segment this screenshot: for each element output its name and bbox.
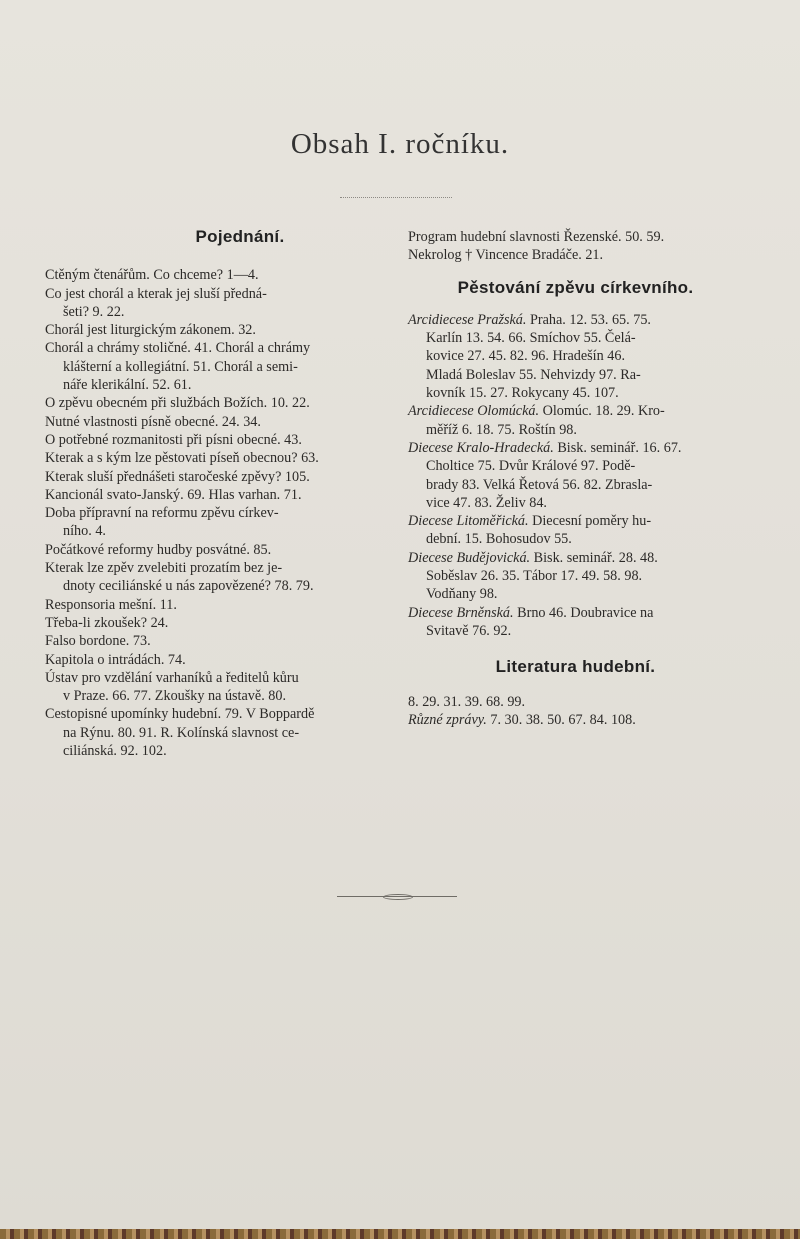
toc-entry-text: Kterak sluší přednášeti staročeské zpěvy? 105. (45, 468, 310, 485)
toc-entry (45, 339, 385, 376)
toc-entry (45, 376, 385, 394)
misc-label: Různé zprávy. (408, 711, 487, 728)
diocese-continuation: Karlín 13. 54. 66. Smíchov 55. Čelá- (426, 330, 636, 347)
diocese-name: Arcidiecese Olomúcká. (408, 403, 540, 420)
title-ornament (340, 197, 452, 200)
diocese-entry (408, 439, 743, 512)
right-top-line-2: Nekrolog † Vincence Bradáče. 21. (408, 247, 604, 264)
diocese-continuation: Svitavě 76. 92. (426, 622, 512, 639)
toc-entry-text: O zpěvu obecném při službách Božích. 10. 22. (45, 395, 310, 412)
diocese-name: Arcidiecese Pražská. (408, 311, 527, 328)
left-column (45, 228, 385, 760)
diocese-entry (408, 512, 743, 549)
toc-entry-text: Responsoria mešní. 11. (45, 596, 177, 613)
diocese-entry (408, 549, 743, 604)
literature-line: 8. 29. 31. 39. 68. 99. (408, 693, 526, 710)
toc-entry (45, 632, 385, 650)
toc-entry (45, 705, 385, 742)
toc-entry-text: Kterak lze zpěv zvelebiti prozatím bez je- (45, 560, 283, 577)
left-entries (45, 266, 385, 760)
diocese-continuation: brady 83. Velká Řetová 56. 82. Zbrasla- (426, 476, 653, 493)
toc-entry-continuation: klášterní a kollegiátní. 51. Chorál a semi- (63, 358, 298, 375)
section-heading-literatura: Literatura hudební. (495, 657, 656, 677)
diocese-continuation: kovice 27. 45. 82. 96. Hradešín 46. (426, 348, 625, 365)
diocese-pages: Diecesní poměry hu- (532, 513, 652, 530)
diocese-continuation: vice 47. 83. Želiv 84. (426, 494, 547, 511)
diocese-pages: Olomúc. 18. 29. Kro- (542, 403, 665, 420)
toc-entry (45, 614, 385, 632)
toc-entry-continuation: náře klerikální. 52. 61. (63, 377, 192, 394)
dioceses-list (408, 311, 743, 640)
toc-entry-text: Chorál jest liturgickým zákonem. 32. (45, 322, 256, 339)
diocese-continuation: dební. 15. Bohosudov 55. (426, 531, 572, 548)
diocese-continuation: Soběslav 26. 35. Tábor 17. 49. 58. 98. (426, 568, 643, 585)
toc-entry (45, 431, 385, 449)
toc-entry-text: Počátkové reformy hudby posvátné. 85. (45, 541, 272, 558)
diocese-name: Diecese Brněnská. (408, 604, 514, 621)
toc-entry-continuation: šeti? 9. 22. (63, 303, 125, 320)
diocese-entry (408, 604, 743, 641)
toc-entry-text: Třeba-li zkoušek? 24. (45, 614, 169, 631)
binding-strip (0, 1229, 800, 1239)
toc-entry-text: Cestopisné upomínky hudební. 79. V Boppardě (45, 706, 315, 723)
diocese-continuation: Mladá Boleslav 55. Nehvizdy 97. Ra- (426, 366, 641, 383)
toc-entry (45, 266, 385, 284)
toc-entry (45, 596, 385, 614)
toc-entry-text: Nutné vlastnosti písně obecné. 24. 34. (45, 413, 261, 430)
toc-entry-text: Kancionál svato-Janský. 69. Hlas varhan. 71. (45, 486, 302, 503)
diocese-pages: Praha. 12. 53. 65. 75. (530, 311, 651, 328)
toc-entry-continuation: v Praze. 66. 77. Zkoušky na ústavě. 80. (63, 688, 287, 705)
diocese-pages: Brno 46. Doubravice na (517, 604, 654, 621)
diocese-continuation: kovník 15. 27. Rokycany 45. 107. (426, 385, 619, 402)
toc-entry (45, 541, 385, 559)
toc-entry (45, 394, 385, 412)
misc-pages: 7. 30. 38. 50. 67. 84. 108. (490, 711, 636, 728)
diocese-name: Diecese Kralo-Hradecká. (408, 439, 554, 456)
diocese-pages: Bisk. seminář. 16. 67. (557, 439, 682, 456)
diocese-entry (408, 311, 743, 402)
misc-line (408, 711, 743, 729)
toc-entry-text: Falso bordone. 73. (45, 633, 151, 650)
toc-entry (45, 486, 385, 504)
section-heading-pestovani: Pěstování zpěvu církevního. (457, 277, 694, 297)
toc-entry-text: Co jest chorál a kterak jej sluší předná- (45, 285, 267, 302)
toc-entry (45, 449, 385, 467)
toc-entry-text: Kapitola o intrádách. 74. (45, 651, 186, 668)
toc-entry-continuation: ciliánská. 92. 102. (63, 743, 167, 760)
diocese-continuation: měříž 6. 18. 75. Roštín 98. (426, 421, 577, 438)
toc-entry-text: Ústav pro vzdělání varhaníků a ředitelů kůru (45, 669, 299, 686)
toc-entry-text: O potřebné rozmanitosti při písni obecné. 43. (45, 431, 302, 448)
toc-entry-text: Chorál a chrámy stoličné. 41. Chorál a chrámy (45, 340, 311, 357)
page-title: Obsah I. ročníku. (290, 128, 510, 160)
toc-entry (45, 321, 385, 339)
toc-entry-text: Kterak a s kým lze pěstovati píseň obecnou? 63. (45, 450, 319, 467)
toc-entry-continuation: ního. 4. (63, 523, 106, 540)
toc-entry-text: Ctěným čtenářům. Co chceme? 1—4. (45, 267, 259, 284)
toc-entry (45, 669, 385, 706)
toc-entry (45, 504, 385, 541)
diocese-name: Diecese Budějovická. (408, 549, 531, 566)
toc-entry (45, 468, 385, 486)
toc-entry (45, 559, 385, 596)
diocese-name: Diecese Litoměřická. (408, 513, 529, 530)
section-heading-pojednani: Pojednání. (195, 227, 285, 246)
diocese-continuation: Vodňany 98. (426, 586, 498, 603)
right-column (408, 228, 743, 729)
toc-entry-text: Doba přípravní na reformu zpěvu církev- (45, 505, 279, 522)
bottom-ornament (337, 896, 457, 897)
toc-entry (45, 413, 385, 431)
diocese-pages: Bisk. seminář. 28. 48. (533, 549, 658, 566)
toc-entry (45, 651, 385, 669)
toc-entry-continuation: na Rýnu. 80. 91. R. Kolínská slavnost ce- (63, 724, 300, 741)
toc-entry-continuation: dnoty ceciliánské u nás zapovězené? 78. 79. (63, 578, 314, 595)
toc-entry (45, 742, 385, 760)
right-top-line-1: Program hudební slavnosti Řezenské. 50. 59. (408, 229, 665, 245)
toc-entry (45, 285, 385, 322)
diocese-continuation: Choltice 75. Dvůr Králové 97. Podě- (426, 458, 636, 475)
diocese-entry (408, 402, 743, 439)
